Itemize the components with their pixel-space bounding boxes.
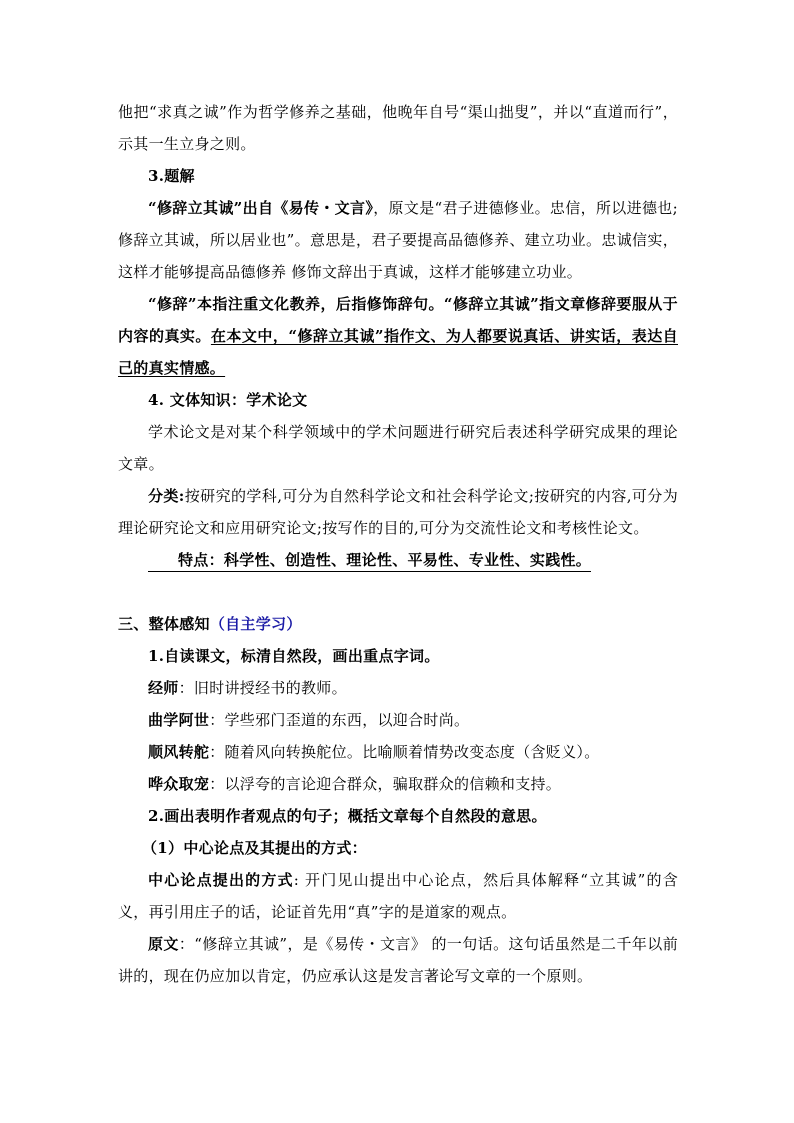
source-explanation: ，原文是“君子进德修业。忠信，所以进德也; 修辞立其诚，所以居业也”。意思是，君子要提高品德修养、建立功业。忠诚信实，这样才能够提高品德修养 修饰文辞出于真诚，这样才能够建立功业。 [118,199,678,281]
xiuci-definition: “修辞”本指注重文化教养，后指修饰辞句。“修辞立其诚”指文章修辞要服从于内容的真实。 [118,295,678,345]
task-read-text: 1.自读课文，标清自然段，画出重点字词。 [148,647,440,665]
word-definition: ：学些邪门歪道的东西，以迎合时尚。 [209,711,470,729]
task-author-view: 2.画出表明作者观点的句子；概括文章每个自然段的意思。 [148,807,547,825]
classification-text: 按研究的学科,可分为自然科学论文和社会科学论文;按研究的内容,可分为理论研究论文和应用研究论文;按写作的目的,可分为交流性论文和考核性论文。 [118,487,679,537]
original-label: 原文 [148,935,179,953]
original-text: ：“修辞立其诚”，是《易传・文言》 的一句话。这句话虽然是二千年以前讲的，现在仍应加以肯定，仍应承认这是发言著论写文章的一个原则。 [118,935,678,985]
word-definition: ：随着风向转换舵位。比喻顺着情势改变态度（含贬义）。 [209,743,600,761]
source-quote: “修辞立其诚”出自《易传・文言》 [148,199,374,217]
paragraph-intro: 他把“求真之诚”作为哲学修养之基础，他晚年自号“渠山拙叟”，并以“直道而行”，示其一生立身之则。 [118,103,678,153]
section-gap [118,576,678,608]
word-term: 经师 [148,679,179,697]
word-definition: ：以浮夸的言论迎合群众，骗取群众的信赖和支持。 [209,775,562,793]
paragraph-original-text [118,928,678,992]
word-term: 曲学阿世 [148,711,210,729]
classification-label: 分类: [148,487,185,505]
subheading-central-argument: （1）中心论点及其提出的方式： [142,839,367,857]
xiuci-in-text: 在本文中，“修辞立其诚”指作文、为人都要说真话、讲实话，表达自己的真实情感。 [118,327,678,377]
section-heading-overall [118,608,678,640]
paragraph-xiuci-meaning [118,288,678,384]
method-text: : 开门见山提出中心论点，然后具体解释“立其诚”的含义，再引用庄子的话，论证首先用“真”字的是道家的观点。 [118,871,678,921]
word-item-quxueashi [118,704,678,736]
features-text: 特点：科学性、创造性、理论性、平易性、专业性、实践性。 [148,549,591,572]
word-term: 顺风转舵 [148,743,210,761]
word-term: 哗众取宠 [148,775,210,793]
word-item-huazhongqu [118,768,678,800]
word-definition: ：旧时讲授经书的教师。 [178,679,347,697]
paragraph-features [118,544,678,576]
paragraph-academic-paper: 学术论文是对某个科学领域中的学术问题进行研究后表述科学研究成果的理论文章。 [118,423,678,473]
section-title-note: （自主学习） [209,615,302,633]
paragraph-title-source [118,192,678,288]
heading-title-explanation: 3.题解 [148,167,195,185]
word-item-jingshi [118,672,678,704]
document-page [118,96,678,992]
paragraph-argument-method [118,864,678,928]
heading-genre-knowledge: 4. 文体知识：学术论文 [148,391,308,409]
word-item-shunfengzhuanduo [118,736,678,768]
section-title: 三、整体感知 [118,615,210,633]
paragraph-classification [118,480,678,544]
method-label: 中心论点提出的方式 [148,871,294,889]
